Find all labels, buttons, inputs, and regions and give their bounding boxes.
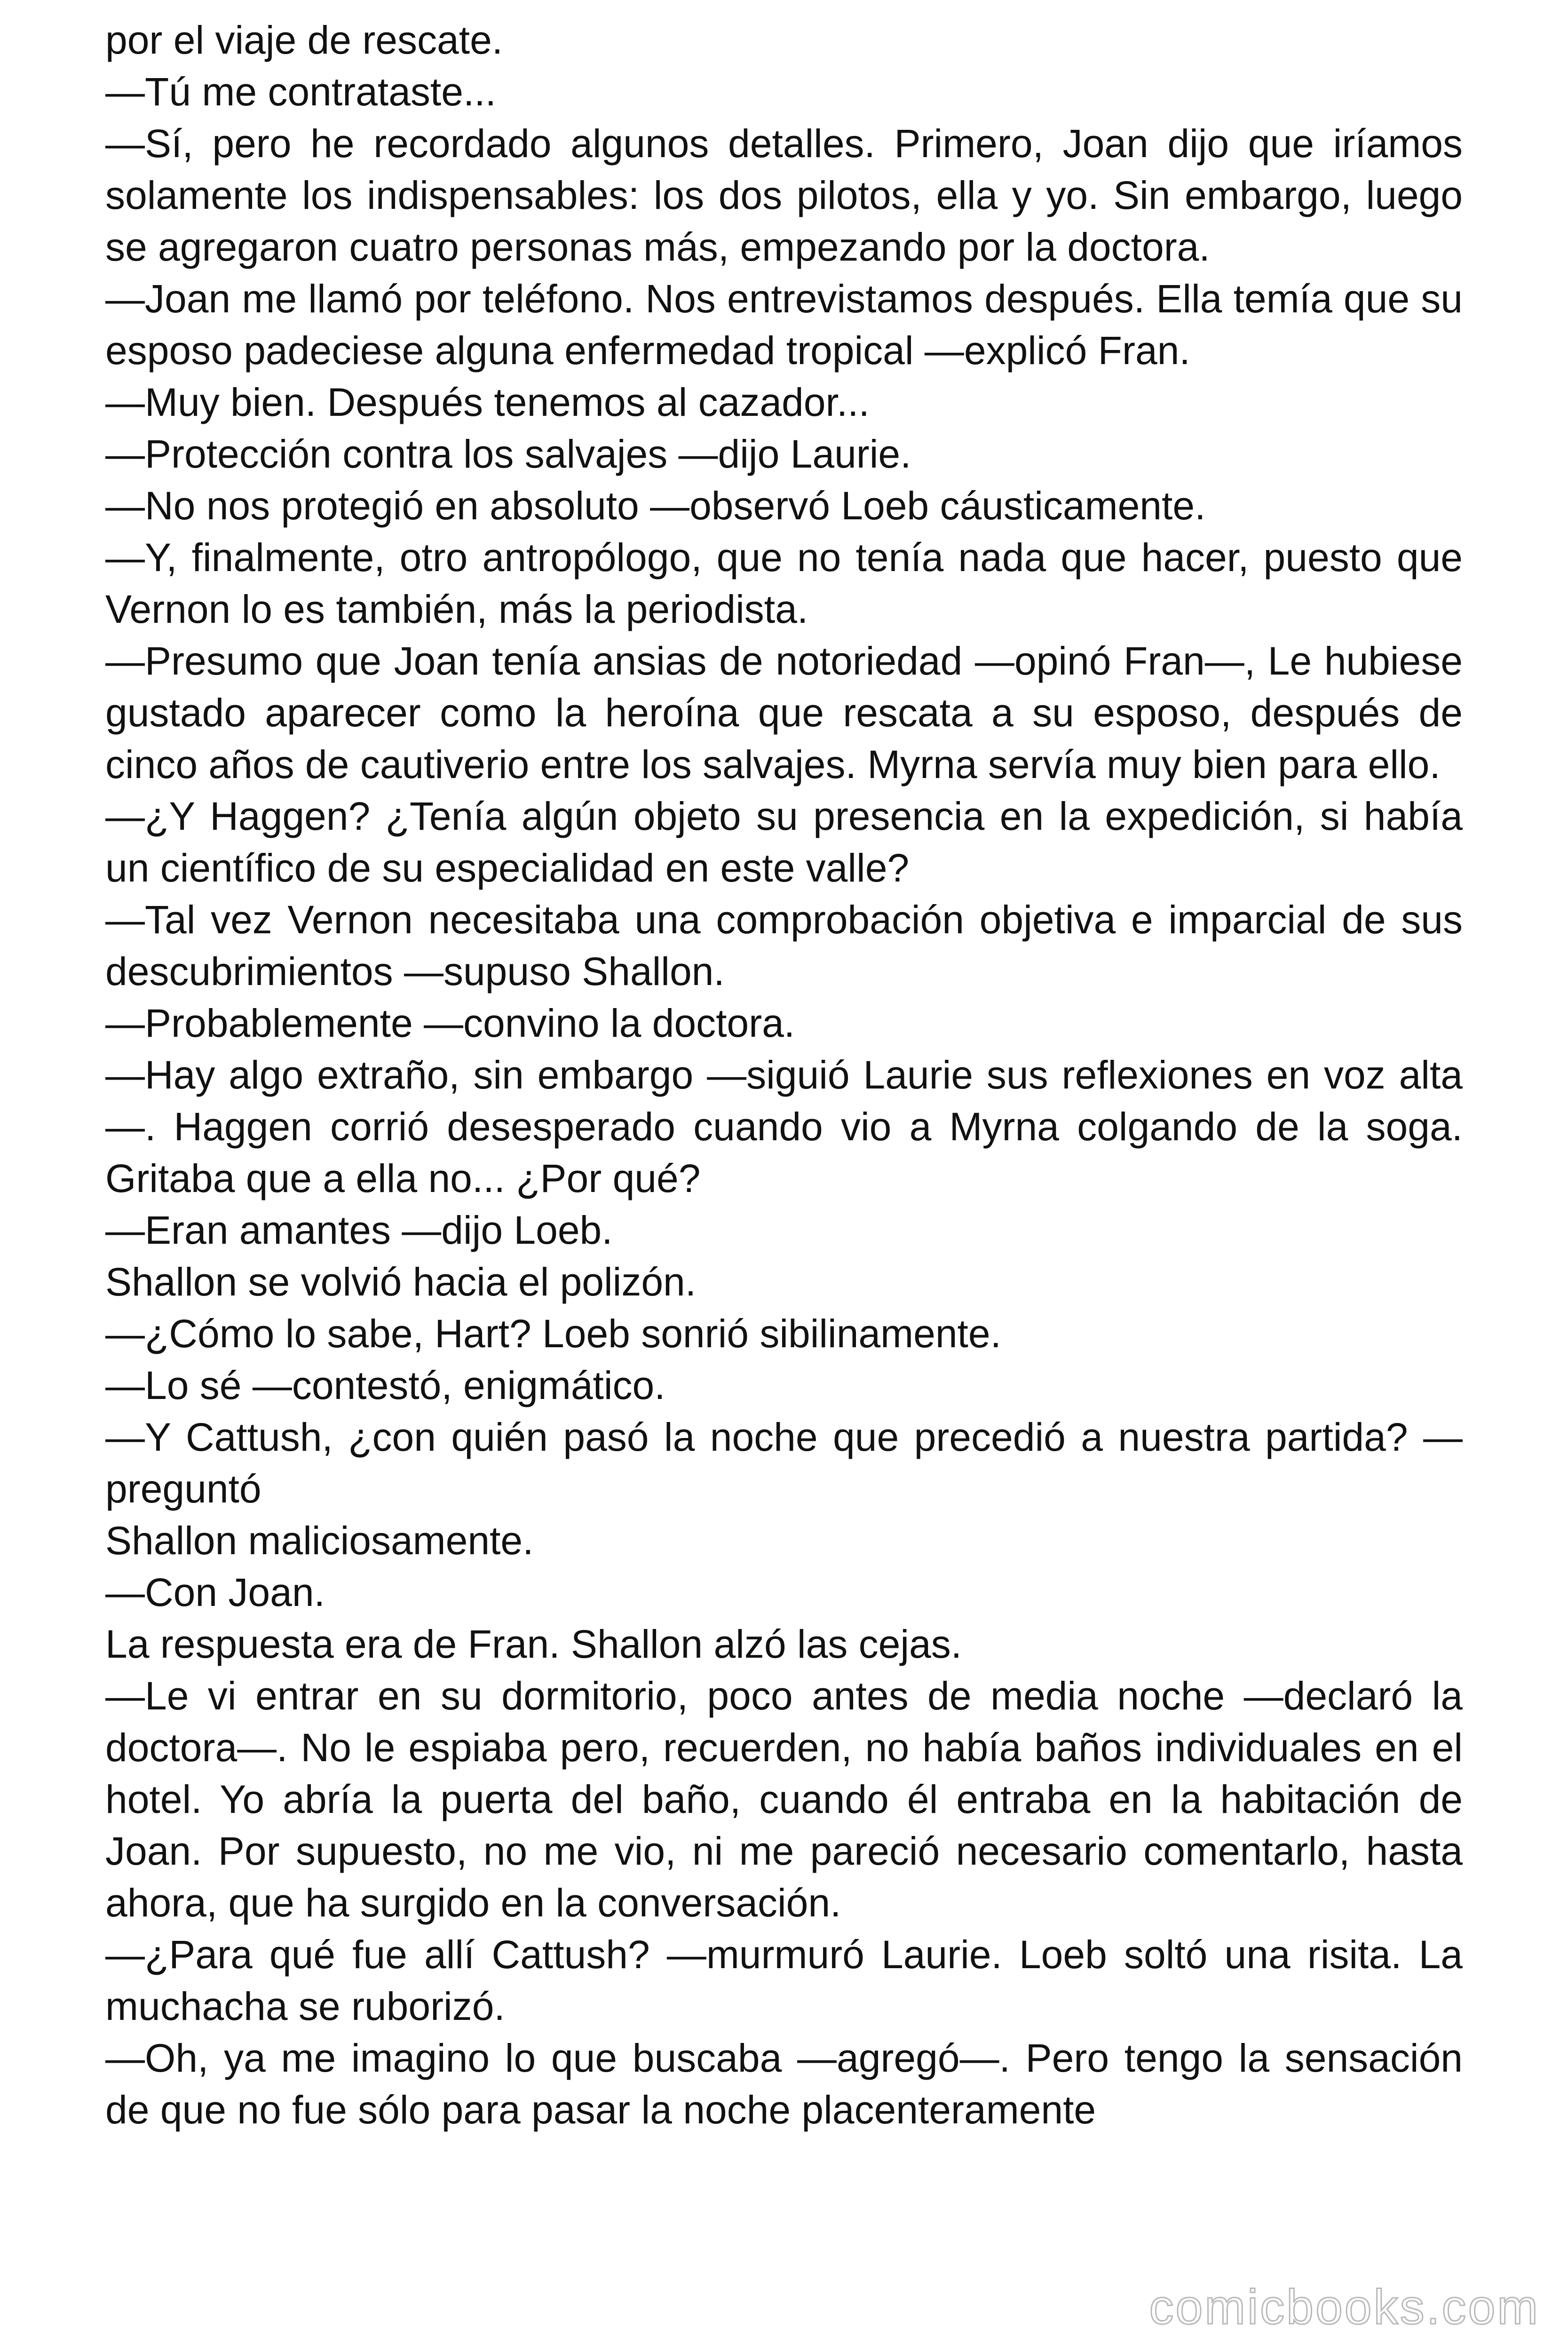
paragraph: —Le vi entrar en su dormitorio, poco antes de media noche —declaró la doctora—. No le espiaba pero, recuerden, no había baños individuales en el hotel. Yo abría la puerta del baño, cuando él entraba en la habitación de Joan. Por supuesto, no me vio, ni me pareció necesario comentarlo, hasta ahora, que ha surgido en la conversación. [105,1674,1463,1925]
paragraph: —Tú me contrataste... [105,70,496,114]
paragraph: —¿Y Haggen? ¿Tenía algún objeto su presencia en la expedición, si había un científico de su especialidad en este valle? [105,794,1463,890]
paragraph: —Con Joan. [105,1570,325,1614]
paragraph: —Muy bien. Después tenemos al cazador... [105,380,870,424]
paragraph: Shallon se volvió hacia el polizón. [105,1260,697,1304]
paragraph: —Presumo que Joan tenía ansias de notoriedad —opinó Fran—, Le hubiese gustado aparecer como la heroína que rescata a su esposo, después de cinco años de cautiverio entre los salvajes. Myrna servía muy bien para ello. [105,639,1463,787]
paragraph: —Sí, pero he recordado algunos detalles. Primero, Joan dijo que iríamos solamente los indispensables: los dos pilotos, ella y yo. Sin embargo, luego se agregaron cuatro personas más, empezando por la doctora. [105,121,1463,269]
paragraph: —Protección contra los salvajes —dijo Laurie. [105,432,911,476]
paragraph: —¿Para qué fue allí Cattush? —murmuró Laurie. Loeb soltó una risita. La muchacha se ruborizó. [105,1932,1463,2028]
paragraph: —Tal vez Vernon necesitaba una comprobación objetiva e imparcial de sus descubrimientos —supuso Shallon. [105,898,1463,993]
paragraph: por el viaje de rescate. [105,18,503,62]
watermark: comicbooks.com [1149,2280,1540,2335]
paragraph: —Y, finalmente, otro antropólogo, que no tenía nada que hacer, puesto que Vernon lo es también, más la periodista. [105,535,1463,631]
paragraph: —Joan me llamó por teléfono. Nos entrevistamos después. Ella temía que su esposo padeciese alguna enfermedad tropical —explicó Fran. [105,277,1463,373]
paragraph: Shallon maliciosamente. [105,1518,534,1563]
page-text [105,14,1463,2136]
paragraph: —Hay algo extraño, sin embargo —siguió Laurie sus reflexiones en voz alta—. Haggen corrió desesperado cuando vio a Myrna colgando de la soga. Gritaba que a ella no... ¿Por qué? [105,1053,1463,1200]
paragraph: —Probablemente —convino la doctora. [105,1001,795,1045]
paragraph: —No nos protegió en absoluto —observó Loeb cáusticamente. [105,484,1206,528]
paragraph: —Eran amantes —dijo Loeb. [105,1208,613,1252]
paragraph: —Oh, ya me imagino lo que buscaba —agregó—. Pero tengo la sensación de que no fue sólo para pasar la noche placenteramente [105,2036,1463,2132]
paragraph: —Y Cattush, ¿con quién pasó la noche que precedió a nuestra partida? —preguntó [105,1415,1463,1511]
paragraph: La respuesta era de Fran. Shallon alzó las cejas. [105,1622,962,1666]
paragraph: —¿Cómo lo sabe, Hart? Loeb sonrió sibilinamente. [105,1311,1001,1356]
paragraph: —Lo sé —contestó, enigmático. [105,1363,665,1407]
